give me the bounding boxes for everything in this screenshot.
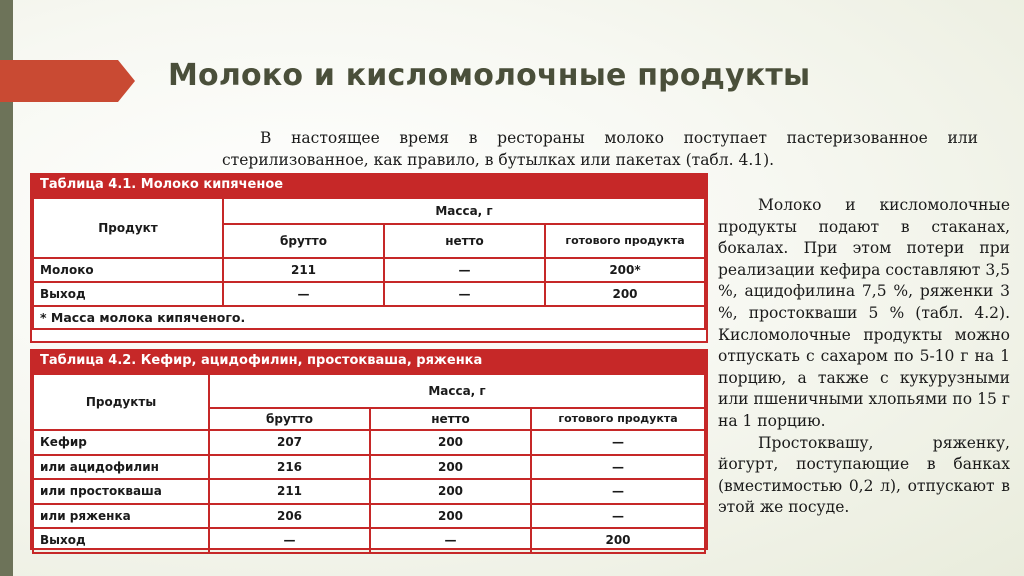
table2-row-name: или ацидофилин xyxy=(33,455,209,480)
table2-row-brutto: — xyxy=(209,528,370,553)
table-kefir-products xyxy=(30,349,708,550)
table2-row-brutto: 211 xyxy=(209,479,370,504)
intro-paragraph xyxy=(222,127,978,171)
table2-header-product: Продукты xyxy=(33,374,209,430)
table2-row-name: или ряженка xyxy=(33,504,209,529)
table-row xyxy=(33,258,705,282)
table1-caption: Таблица 4.1. Молоко кипяченое xyxy=(32,175,706,197)
table-row xyxy=(33,479,705,504)
table2-header-netto: нетто xyxy=(370,408,531,430)
intro-line-1: В настоящее время в рестораны молоко поступает пастеризованное или xyxy=(260,129,978,147)
table1-row-netto: — xyxy=(384,258,545,282)
table-milk-boiled xyxy=(30,173,708,343)
table1-row-name: Выход xyxy=(33,282,223,306)
table1-row-netto: — xyxy=(384,282,545,306)
title-arrow-shape xyxy=(0,60,135,102)
table2-row-ready: — xyxy=(531,455,705,480)
table2-row-ready: — xyxy=(531,479,705,504)
table2-header-brutto: брутто xyxy=(209,408,370,430)
table1-header-brutto: брутто xyxy=(223,224,384,258)
table2-row-netto: 200 xyxy=(370,430,531,455)
table1-header-product: Продукт xyxy=(33,198,223,258)
table1-row-brutto: — xyxy=(223,282,384,306)
table2-row-brutto: 207 xyxy=(209,430,370,455)
table2-row-name: Кефир xyxy=(33,430,209,455)
table2-grid xyxy=(32,373,706,554)
side-paragraph-1: Молоко и кисломолочные продукты подают в стаканах, бокалах. При этом потери при реализации кефира составляют 3,5 %, ацидофилина 7,5 %, ряженки 3 %, простокваши 5 % (табл. 4.2). Кисломолочные продукты можно отпускать с сахаром по 5-10 г на 1 порцию, а также с кукурузными или пшеничными хлопьями по 15 г на 1 порцию. xyxy=(718,196,1010,430)
table2-row-brutto: 206 xyxy=(209,504,370,529)
table1-footnote: * Масса молока кипяченого. xyxy=(33,306,705,329)
table1-header-ready: готового продукта xyxy=(545,224,705,258)
table2-row-ready: — xyxy=(531,504,705,529)
slide-title: Молоко и кисломолочные продукты xyxy=(168,58,811,93)
table2-row-netto: — xyxy=(370,528,531,553)
table-row xyxy=(33,528,705,553)
table-row xyxy=(33,504,705,529)
table2-caption: Таблица 4.2. Кефир, ацидофилин, простокваша, ряженка xyxy=(32,351,706,373)
table2-row-netto: 200 xyxy=(370,479,531,504)
side-text xyxy=(718,195,1010,519)
table1-grid xyxy=(32,197,706,330)
table2-row-netto: 200 xyxy=(370,455,531,480)
table1-row-brutto: 211 xyxy=(223,258,384,282)
table2-row-name: или простокваша xyxy=(33,479,209,504)
table2-row-brutto: 216 xyxy=(209,455,370,480)
table2-row-netto: 200 xyxy=(370,504,531,529)
table1-header-mass: Масса, г xyxy=(223,198,705,224)
table2-row-name: Выход xyxy=(33,528,209,553)
table1-header-netto: нетто xyxy=(384,224,545,258)
table2-row-ready: — xyxy=(531,430,705,455)
table2-header-mass: Масса, г xyxy=(209,374,705,408)
intro-line-2: стерилизованное, как правило, в бутылках или пакетах (табл. 4.1). xyxy=(222,151,775,169)
table1-row-ready: 200* xyxy=(545,258,705,282)
table1-row-name: Молоко xyxy=(33,258,223,282)
table-row xyxy=(33,430,705,455)
table2-row-ready: 200 xyxy=(531,528,705,553)
table-row xyxy=(33,455,705,480)
side-paragraph-2: Простоквашу, ряженку, йогурт, поступающие в банках (вместимостью 0,2 л), отпускают в этой же посуде. xyxy=(718,433,1010,517)
table-row xyxy=(33,282,705,306)
table1-row-ready: 200 xyxy=(545,282,705,306)
table2-header-ready: готового продукта xyxy=(531,408,705,430)
